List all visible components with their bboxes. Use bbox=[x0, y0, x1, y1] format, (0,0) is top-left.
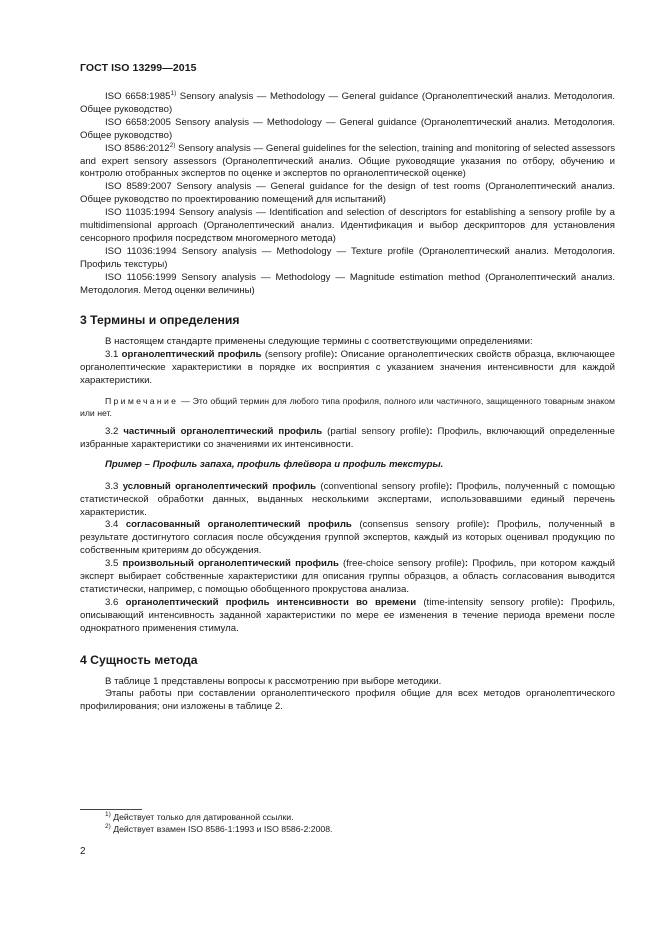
reference-item: ISO 8586:2012$^{2)}$ Sensory analysis — General guidelines for the selection, training and monitoring of selected assessors and expert sensory assessors (Органолептический анализ. Общие руководящие указания по отбору, обучению и контролю отобранных экспертов по оценке и экспертов по органолептической оценке) bbox=[80, 141, 615, 180]
page-header: ГОСТ ISO 13299—2015 bbox=[80, 62, 197, 74]
term-3-3: 3.3 условный органолептический профиль (conventional sensory profile): Профиль, полученный с помощью статистической обработки данных, выданных несколькими экспертами, использовавшими единый перечень характеристик. bbox=[80, 480, 615, 518]
reference-item: ISO 6658:1985$^{1)}$ Sensory analysis — Methodology — General guidance (Органолептический анализ. Методология. Общее руководство) bbox=[80, 89, 615, 115]
footnotes bbox=[105, 812, 332, 835]
term-3-4: 3.4 согласованный органолептический профиль (consensus sensory profile): Профиль, полученный в результате достигнутого согласия после обсуждения группой экспертов, каждый из которых оценивал продукцию по собственным критериям до обсуждения. bbox=[80, 519, 615, 557]
term-3-5: 3.5 произвольный органолептический профиль (free-choice sensory profile): Профиль, при котором каждый эксперт выбирает собственные характеристики для описания группы образцов, а область согласования выводится статистически, например, с помощью обобщенного прокрустова анализа. bbox=[80, 558, 615, 595]
note-label: Примечание bbox=[105, 396, 179, 407]
term-name: произвольный органолептический профиль bbox=[122, 558, 339, 570]
section-4-heading: 4 Сущность метода bbox=[80, 652, 198, 667]
section-4-paragraph: В таблице 1 представлены вопросы к рассмотрению при выборе методики. bbox=[105, 675, 442, 687]
references-list bbox=[80, 91, 615, 298]
page-number: 2 bbox=[80, 846, 86, 857]
example: Пример – Профиль запаха, профиль флейвора и профиль текстуры. bbox=[105, 458, 444, 470]
page-body bbox=[80, 91, 615, 714]
note: Примечание — Это общий термин для любого типа профиля, полного или частичного, защищенного товарным знаком или нет. bbox=[80, 396, 615, 419]
section-3-heading: 3 Термины и определения bbox=[80, 312, 240, 327]
reference-item: ISO 8589:2007 Sensory analysis — General guidance for the design of test rooms (Органолептический анализ. Общее руководство по проектированию помещений для испытаний) bbox=[80, 181, 615, 206]
term-name: органолептический профиль интенсивности во времени bbox=[125, 596, 417, 608]
section-4-paragraph: Этапы работы при составлении органолептического профиля общие для всех методов органолептического профилирования; они изложены в таблице 2. bbox=[80, 688, 615, 713]
reference-item: ISO 6658:2005 Sensory analysis — Methodology — General guidance (Органолептический анализ. Методология. Общее руководство) bbox=[80, 116, 616, 141]
term-name: условный органолептический профиль bbox=[122, 480, 317, 492]
footnote-divider bbox=[80, 809, 142, 810]
footnote-mark: 1) bbox=[170, 89, 177, 97]
term-name: органолептический профиль bbox=[121, 349, 262, 361]
term-3-6: 3.6 органолептический профиль интенсивности во времени (time-intensity sensory profile): Профиль, описывающий интенсивность заданной характеристики по мере ее изменения в течение периода времени после однократного применения стимула. bbox=[80, 596, 615, 634]
term-3-2: 3.2 частичный органолептический профиль (partial sensory profile): Профиль, включающий определенные избранные характеристики со значениями их интенсивности. bbox=[80, 426, 615, 450]
reference-item: ISO 11036:1994 Sensory analysis — Methodology — Texture profile (Органолептический анализ. Методология. Профиль текстуры) bbox=[80, 245, 615, 270]
reference-item: ISO 11035:1994 Sensory analysis — Identification and selection of descriptors for establishing a sensory profile by a multidimensional approach (Органолептический анализ. Идентификация и выбор дескрипторов для установления сенсорного профиля посредством многомерного метода) bbox=[80, 207, 615, 244]
reference-item: ISO 11056:1999 Sensory analysis — Methodology — Magnitude estimation method (Органолептический анализ. Методология. Метод оценки величины) bbox=[80, 271, 615, 296]
section-3-intro: В настоящем стандарте применены следующие термины с соответствующими определениями: bbox=[105, 336, 533, 348]
footnote: $^{1)}$ Действует только для датированной ссылки. bbox=[105, 811, 294, 822]
term-name: согласованный органолептический профиль bbox=[125, 519, 352, 531]
term-3-1: 3.1 органолептический профиль (sensory profile): Описание органолептических свойств образца, включающее органолептические характеристики в порядке их восприятия с указанием значения интенсивности для каждой характеристики. bbox=[80, 349, 615, 387]
footnote: $^{2)}$ Действует взамен ISO 8586-1:1993 и ISO 8586-2:2008. bbox=[105, 822, 333, 834]
footnote-mark: 2) bbox=[169, 141, 176, 149]
term-name: частичный органолептический профиль bbox=[123, 426, 323, 438]
